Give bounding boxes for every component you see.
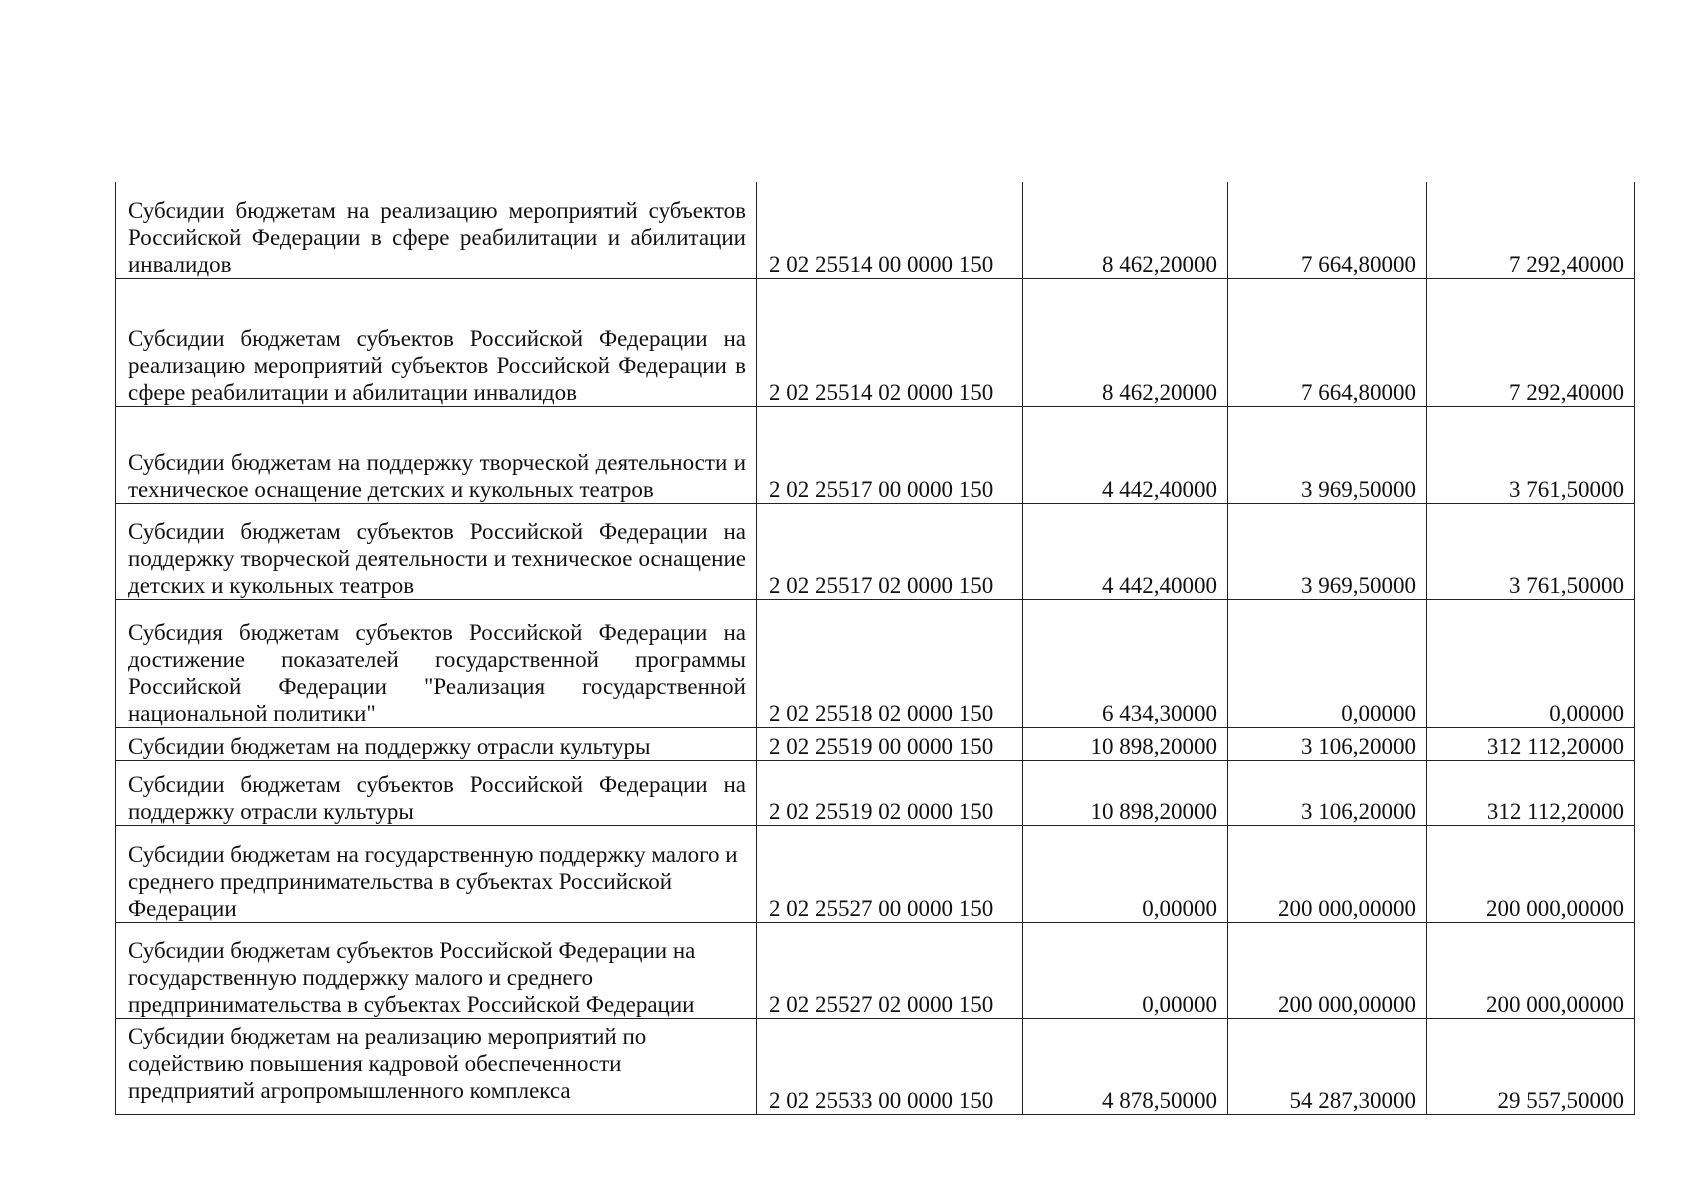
amount-year-1: 10 898,20000: [1023, 727, 1228, 760]
amount-year-2: 3 969,50000: [1228, 406, 1427, 503]
table-row: [116, 182, 1635, 278]
amount-year-3: 200 000,00000: [1427, 922, 1635, 1018]
row-description: Субсидии бюджетам субъектов Российской Федерации на реализацию мероприятий субъектов Российской Федерации в сфере реабилитации и абилитации инвалидов: [116, 278, 757, 406]
amount-year-2: 7 664,80000: [1228, 182, 1427, 278]
amount-year-1: 4 878,50000: [1023, 1018, 1228, 1114]
row-description: Субсидии бюджетам на поддержку отрасли культуры: [116, 727, 757, 760]
amount-year-3: 7 292,40000: [1427, 278, 1635, 406]
budget-code: 2 02 25527 02 0000 150: [757, 922, 1023, 1018]
budget-code: 2 02 25519 02 0000 150: [757, 760, 1023, 825]
amount-year-1: 0,00000: [1023, 825, 1228, 922]
table-row: [116, 278, 1635, 406]
budget-code: 2 02 25517 02 0000 150: [757, 503, 1023, 599]
table-row: [116, 503, 1635, 599]
amount-year-2: 200 000,00000: [1228, 922, 1427, 1018]
budget-code: 2 02 25518 02 0000 150: [757, 599, 1023, 727]
amount-year-1: 10 898,20000: [1023, 760, 1228, 825]
row-description: Субсидия бюджетам субъектов Российской Федерации на достижение показателей государственной программы Российской Федерации "Реализация государственной национальной политики": [116, 599, 757, 727]
amount-year-3: 3 761,50000: [1427, 503, 1635, 599]
amount-year-3: 312 112,20000: [1427, 760, 1635, 825]
amount-year-2: 3 106,20000: [1228, 760, 1427, 825]
amount-year-1: 6 434,30000: [1023, 599, 1228, 727]
budget-code: 2 02 25533 00 0000 150: [757, 1018, 1023, 1114]
table-row: [116, 406, 1635, 503]
table-row: [116, 1018, 1635, 1114]
row-description: Субсидии бюджетам субъектов Российской Федерации на государственную поддержку малого и среднего предпринимательства в субъектах Российской Федерации: [116, 922, 757, 1018]
budget-revenue-table: [115, 182, 1635, 1115]
amount-year-2: 200 000,00000: [1228, 825, 1427, 922]
amount-year-2: 7 664,80000: [1228, 278, 1427, 406]
amount-year-3: 29 557,50000: [1427, 1018, 1635, 1114]
row-description: Субсидии бюджетам субъектов Российской Федерации на поддержку творческой деятельности и техническое оснащение детских и кукольных театров: [116, 503, 757, 599]
amount-year-2: 0,00000: [1228, 599, 1427, 727]
budget-code: 2 02 25514 02 0000 150: [757, 278, 1023, 406]
budget-code: 2 02 25519 00 0000 150: [757, 727, 1023, 760]
amount-year-2: 3 969,50000: [1228, 503, 1427, 599]
budget-code: 2 02 25517 00 0000 150: [757, 406, 1023, 503]
amount-year-3: 0,00000: [1427, 599, 1635, 727]
budget-code: 2 02 25514 00 0000 150: [757, 182, 1023, 278]
table-row: [116, 922, 1635, 1018]
amount-year-2: 3 106,20000: [1228, 727, 1427, 760]
row-description: Субсидии бюджетам на реализацию мероприятий по содействию повышения кадровой обеспеченности предприятий агропромышленного комплекса: [116, 1018, 757, 1114]
table-row: [116, 727, 1635, 760]
table-row: [116, 760, 1635, 825]
amount-year-1: 4 442,40000: [1023, 503, 1228, 599]
row-description: Субсидии бюджетам на государственную поддержку малого и среднего предпринимательства в субъектах Российской Федерации: [116, 825, 757, 922]
amount-year-3: 200 000,00000: [1427, 825, 1635, 922]
row-description: Субсидии бюджетам на поддержку творческой деятельности и техническое оснащение детских и кукольных театров: [116, 406, 757, 503]
table-row: [116, 599, 1635, 727]
amount-year-2: 54 287,30000: [1228, 1018, 1427, 1114]
amount-year-1: 0,00000: [1023, 922, 1228, 1018]
amount-year-1: 8 462,20000: [1023, 182, 1228, 278]
amount-year-1: 4 442,40000: [1023, 406, 1228, 503]
table-row: [116, 825, 1635, 922]
row-description: Субсидии бюджетам субъектов Российской Федерации на поддержку отрасли культуры: [116, 760, 757, 825]
amount-year-1: 8 462,20000: [1023, 278, 1228, 406]
amount-year-3: 3 761,50000: [1427, 406, 1635, 503]
row-description: Субсидии бюджетам на реализацию мероприятий субъектов Российской Федерации в сфере реабилитации и абилитации инвалидов: [116, 182, 757, 278]
amount-year-3: 312 112,20000: [1427, 727, 1635, 760]
budget-code: 2 02 25527 00 0000 150: [757, 825, 1023, 922]
amount-year-3: 7 292,40000: [1427, 182, 1635, 278]
